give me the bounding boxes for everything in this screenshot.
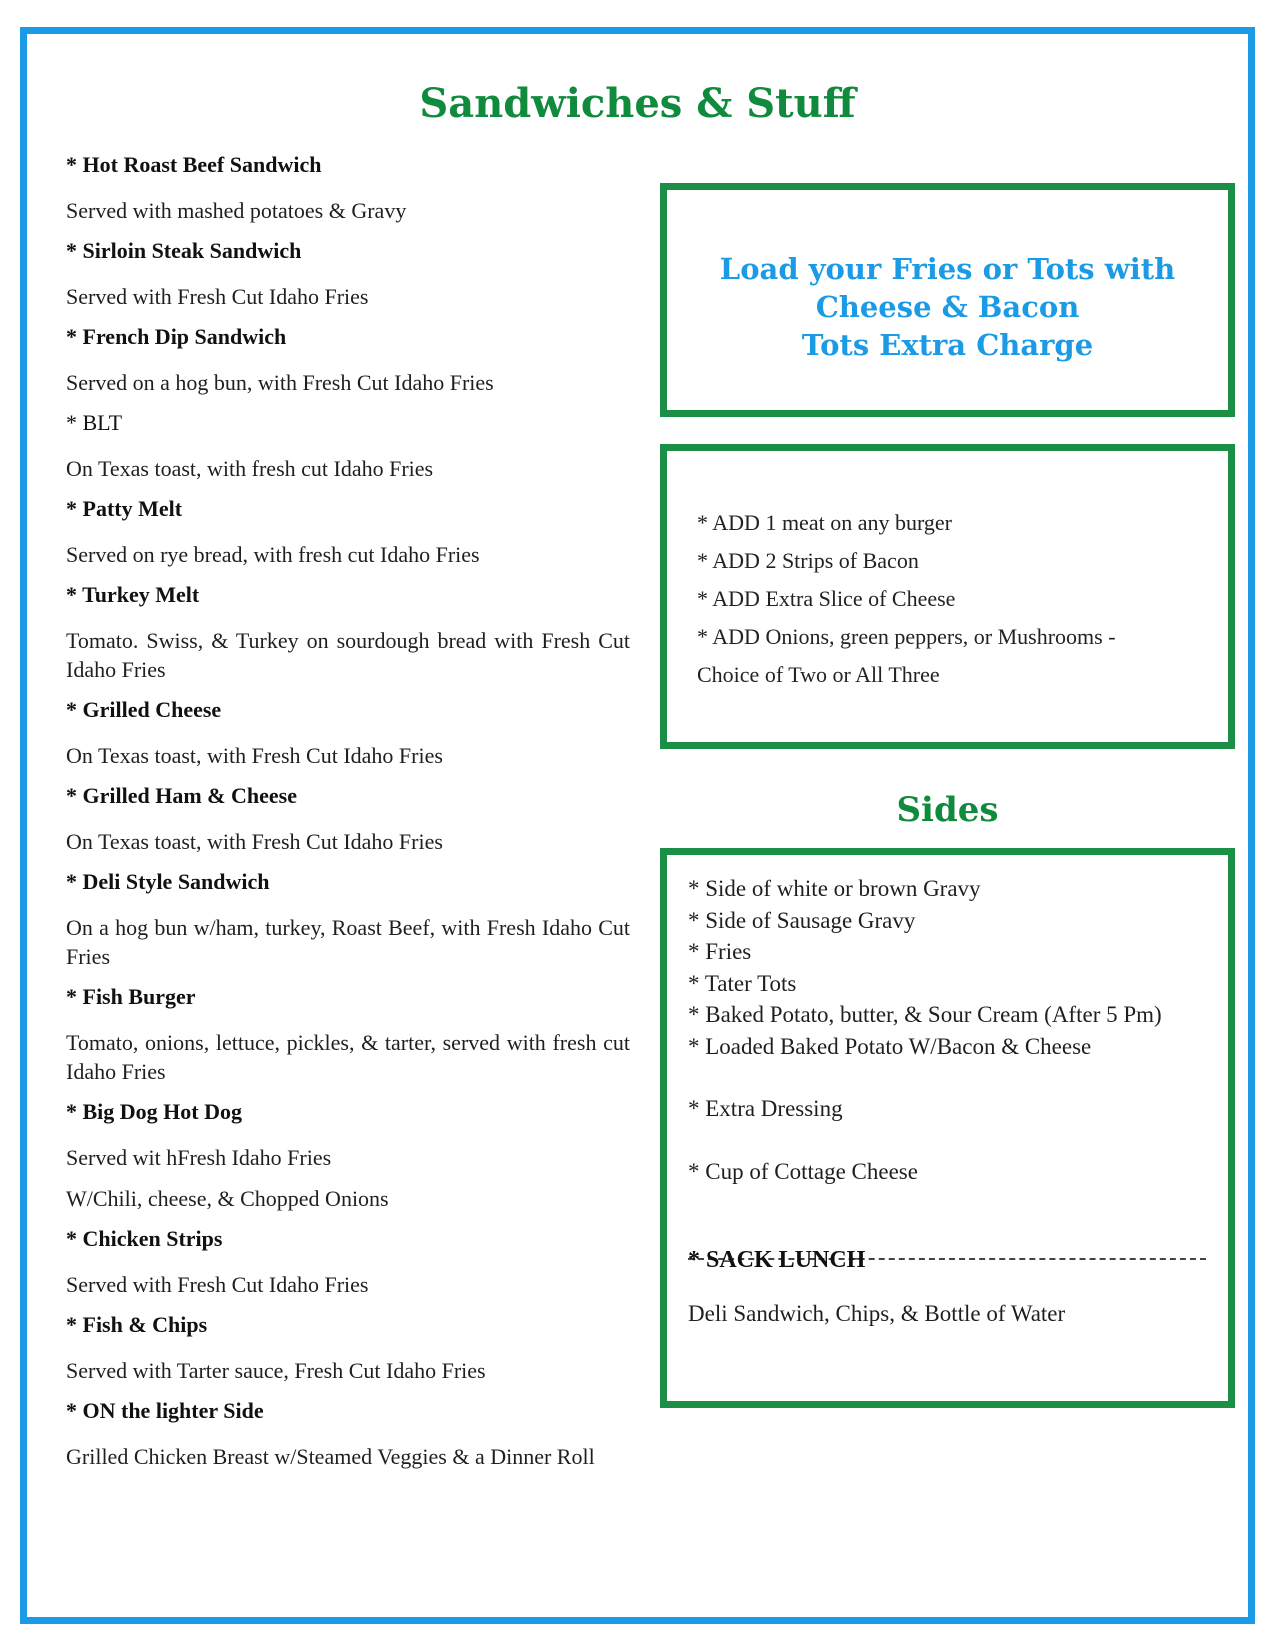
item-description: Served with Fresh Cut Idaho Fries <box>66 284 369 309</box>
menu-item-chicken-strips <box>66 1226 630 1299</box>
item-description: Served with mashed potatoes & Gravy <box>66 198 407 223</box>
sandwich-list <box>66 152 630 1484</box>
item-description: Tomato, onions, lettuce, pickles, & tarter, served with fresh cut Idaho Fries <box>66 1030 630 1084</box>
side-item: * Side of white or brown Gravy <box>688 876 981 901</box>
item-name: * Sirloin Steak Sandwich <box>66 238 302 263</box>
menu-item-hot-roast-beef <box>66 152 630 225</box>
item-description: On Texas toast, with fresh cut Idaho Fries <box>66 456 434 481</box>
item-description: On Texas toast, with Fresh Cut Idaho Fries <box>66 829 443 854</box>
side-item: * Loaded Baked Potato W/Bacon & Cheese <box>688 1033 1092 1059</box>
menu-item-french-dip <box>66 324 630 397</box>
item-name: * Patty Melt <box>66 496 183 521</box>
promo-text <box>667 250 1228 364</box>
menu-item-patty-melt <box>66 496 630 569</box>
sides-title: Sides <box>896 790 999 830</box>
page-title: Sandwiches & Stuff <box>419 80 856 127</box>
addons-list <box>697 504 1198 694</box>
side-item: * Fries <box>688 939 752 964</box>
side-item: * Baked Potato, butter, & Sour Cream (After 5 Pm) <box>688 1002 1162 1027</box>
item-name: * French Dip Sandwich <box>66 324 287 349</box>
addon-item: * ADD Extra Slice of Cheese <box>697 586 956 611</box>
addon-item: Choice of Two or All Three <box>697 662 940 687</box>
item-name: * Hot Roast Beef Sandwich <box>66 152 322 177</box>
side-item: * Tater Tots <box>688 970 797 996</box>
item-description: Served with Tarter sauce, Fresh Cut Idaho Fries <box>66 1358 486 1383</box>
item-name: * Grilled Ham & Cheese <box>66 783 297 808</box>
item-name: * Turkey Melt <box>66 582 200 607</box>
side-item: * Cup of Cottage Cheese <box>688 1158 918 1184</box>
menu-item-big-dog-hot-dog <box>66 1099 630 1213</box>
item-description: On Texas toast, with Fresh Cut Idaho Fries <box>66 743 443 768</box>
side-item: * Side of Sausage Gravy <box>688 907 916 933</box>
side-item: * Extra Dressing <box>688 1096 843 1121</box>
item-name: * Chicken Strips <box>66 1226 223 1251</box>
item-name: * Big Dog Hot Dog <box>66 1099 242 1124</box>
item-name: * BLT <box>66 410 123 435</box>
menu-item-fish-burger <box>66 984 630 1086</box>
item-name: * Grilled Cheese <box>66 697 222 722</box>
spacer <box>688 1125 1208 1156</box>
addon-item: * ADD 2 Strips of Bacon <box>697 548 919 573</box>
item-name: * Fish Burger <box>66 984 196 1009</box>
menu-item-lighter-side <box>66 1398 630 1471</box>
addon-item: * ADD 1 meat on any burger <box>697 510 952 535</box>
promo-line: Tots Extra Charge <box>801 328 1094 362</box>
item-description: Served wit hFresh Idaho Fries <box>66 1145 332 1170</box>
item-extra-description: W/Chili, cheese, & Chopped Onions <box>66 1186 389 1211</box>
menu-item-grilled-ham-cheese <box>66 783 630 856</box>
item-description: Grilled Chicken Breast w/Steamed Veggies & a Dinner Roll <box>66 1444 595 1469</box>
promo-line: Cheese & Bacon <box>815 290 1080 324</box>
sides-list <box>688 873 1208 1187</box>
sack-lunch-title: * SACK LUNCH <box>688 1247 866 1273</box>
sides-box <box>660 848 1235 1408</box>
item-description: On a hog bun w/ham, turkey, Roast Beef, with Fresh Idaho Cut Fries <box>66 915 630 969</box>
addons-box <box>660 444 1235 749</box>
item-name: * Deli Style Sandwich <box>66 869 270 894</box>
item-description: Served with Fresh Cut Idaho Fries <box>66 1272 369 1297</box>
menu-item-sirloin-steak <box>66 238 630 311</box>
promo-box <box>660 183 1235 417</box>
menu-item-grilled-cheese <box>66 697 630 770</box>
item-description: Served on a hog bun, with Fresh Cut Idaho Fries <box>66 370 494 395</box>
promo-line: Load your Fries or Tots with <box>719 252 1176 286</box>
item-name: * Fish & Chips <box>66 1312 208 1337</box>
spacer <box>688 1062 1208 1093</box>
menu-item-blt <box>66 410 630 483</box>
addon-item: * ADD Onions, green peppers, or Mushrooms - <box>697 624 1116 649</box>
menu-item-deli-style <box>66 869 630 971</box>
sack-lunch-description: Deli Sandwich, Chips, & Bottle of Water <box>688 1301 1066 1326</box>
menu-item-fish-chips <box>66 1312 630 1385</box>
item-name: * ON the lighter Side <box>66 1398 264 1423</box>
menu-item-turkey-melt <box>66 582 630 684</box>
item-description: Served on rye bread, with fresh cut Idaho Fries <box>66 542 480 567</box>
item-description: Tomato. Swiss, & Turkey on sourdough bread with Fresh Cut Idaho Fries <box>66 628 630 682</box>
